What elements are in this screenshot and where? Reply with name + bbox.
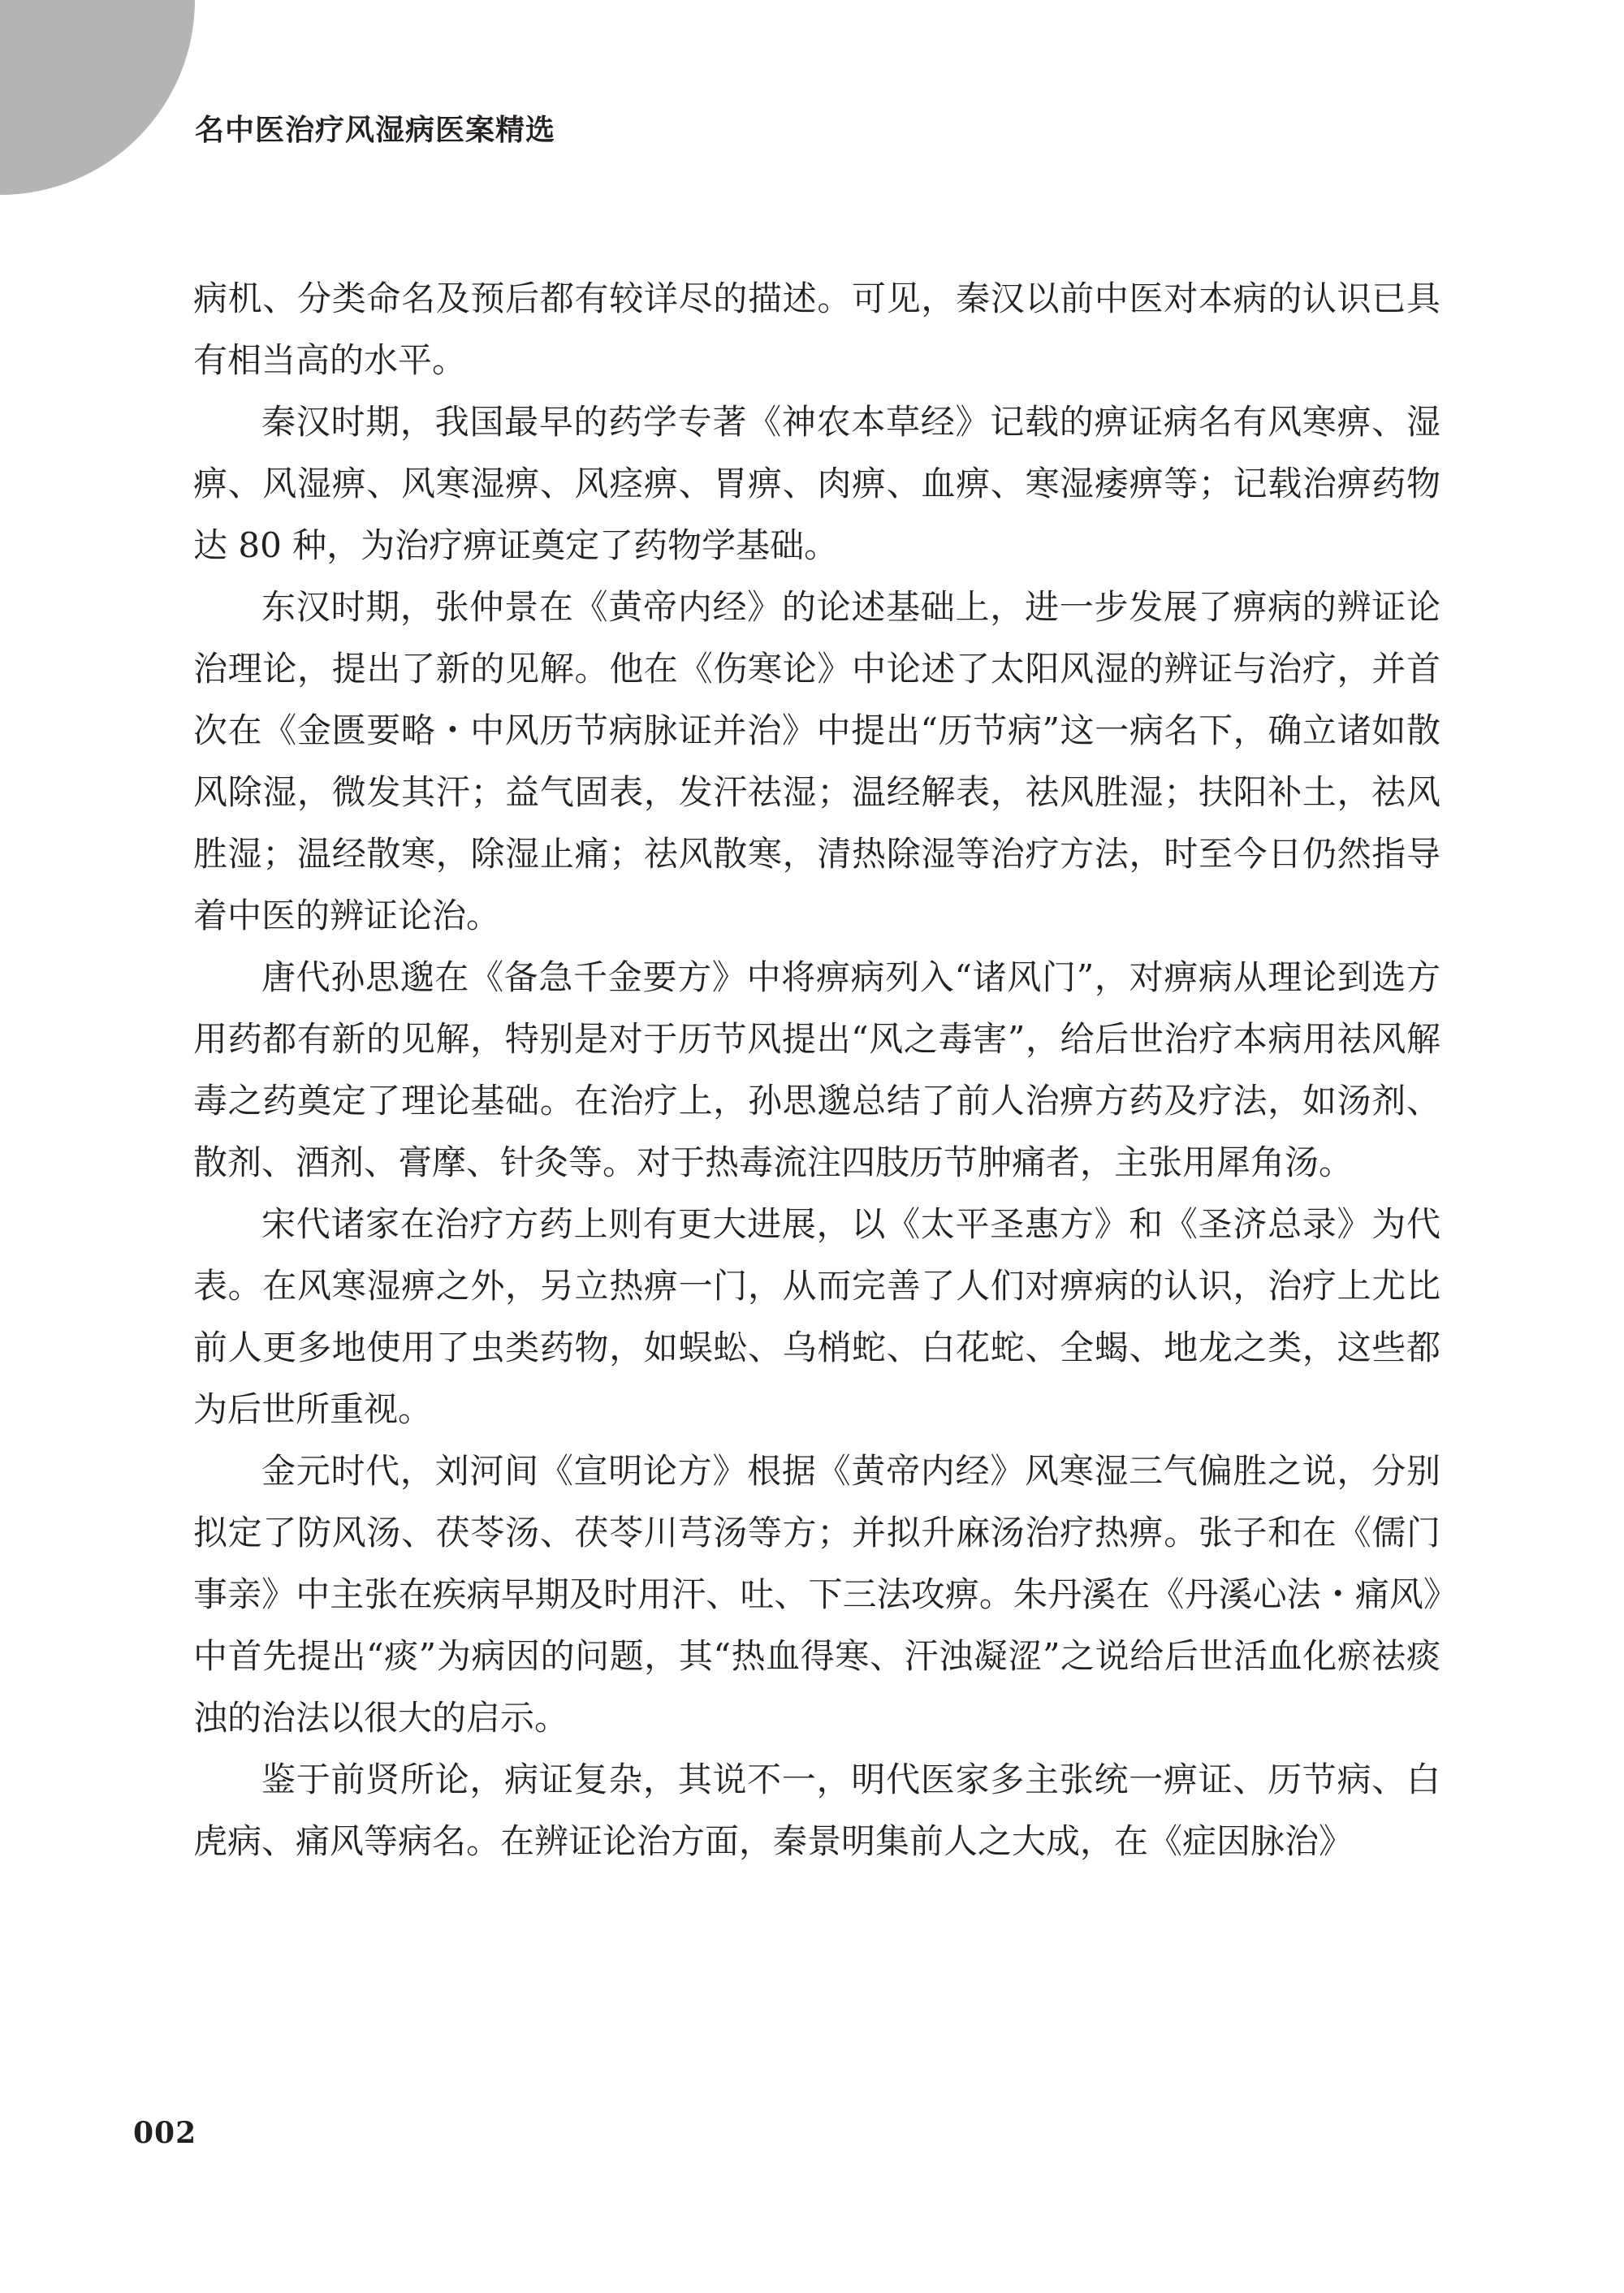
- page-number: 002: [133, 2116, 197, 2150]
- paragraph-7: 鉴于前贤所论，病证复杂，其说不一，明代医家多主张统一痹证、历节病、白虎病、痛风等病名。在辨证论治方面，秦景明集前人之大成，在《症因脉治》: [193, 1760, 1440, 1861]
- paragraph-3: 东汉时期，张仲景在《黄帝内经》的论述基础上，进一步发展了痹病的辨证论治理论，提出了新的见解。他在《伤寒论》中论述了太阳风湿的辨证与治疗，并首次在《金匮要略・中风历节病脉证并治》中提出“历节病”这一病名下，确立诸如散风除湿，微发其汗；益气固表，发汗祛湿；温经解表，祛风胜湿；扶阳补土，祛风胜湿；温经散寒，除湿止痛；祛风散寒，清热除湿等治疗方法，时至今日仍然指导着中医的辨证论治。: [193, 587, 1440, 935]
- corner-badge: [0, 0, 195, 195]
- paragraph-1: 病机、分类命名及预后都有较详尽的描述。可见，秦汉以前中医对本病的认识已具有相当高的水平。: [193, 279, 1440, 380]
- paragraph-5: 宋代诸家在治疗方药上则有更大进展，以《太平圣惠方》和《圣济总录》为代表。在风寒湿痹之外，另立热痹一门，从而完善了人们对痹病的认识，治疗上尤比前人更多地使用了虫类药物，如蜈蚣、乌梢蛇、白花蛇、全蝎、地龙之类，这些都为后世所重视。: [193, 1204, 1440, 1429]
- running-title: 名中医治疗风湿病医案精选: [195, 113, 556, 147]
- body-text: [193, 268, 1440, 1872]
- paragraph-6: 金元时代，刘河间《宣明论方》根据《黄帝内经》风寒湿三气偏胜之说，分别拟定了防风汤、茯苓汤、茯苓川芎汤等方；并拟升麻汤治疗热痹。张子和在《儒门事亲》中主张在疾病早期及时用汗、吐、下三法攻痹。朱丹溪在《丹溪心法・痛风》中首先提出“痰”为病因的问题，其“热血得寒、汗浊凝涩”之说给后世活血化瘀祛痰浊的治法以很大的启示。: [193, 1451, 1440, 1738]
- paragraph-2: 秦汉时期，我国最早的药学专著《神农本草经》记载的痹证病名有风寒痹、湿痹、风湿痹、风寒湿痹、风痉痹、胃痹、肉痹、血痹、寒湿痿痹等；记载治痹药物达 80 种，为治疗痹证奠定了药物学基础。: [193, 402, 1440, 565]
- paragraph-4: 唐代孙思邈在《备急千金要方》中将痹病列入“诸风门”，对痹病从理论到选方用药都有新的见解，特别是对于历节风提出“风之毒害”，给后世治疗本病用祛风解毒之药奠定了理论基础。在治疗上，孙思邈总结了前人治痹方药及疗法，如汤剂、散剂、酒剂、膏摩、针灸等。对于热毒流注四肢历节肿痛者，主张用犀角汤。: [193, 957, 1440, 1182]
